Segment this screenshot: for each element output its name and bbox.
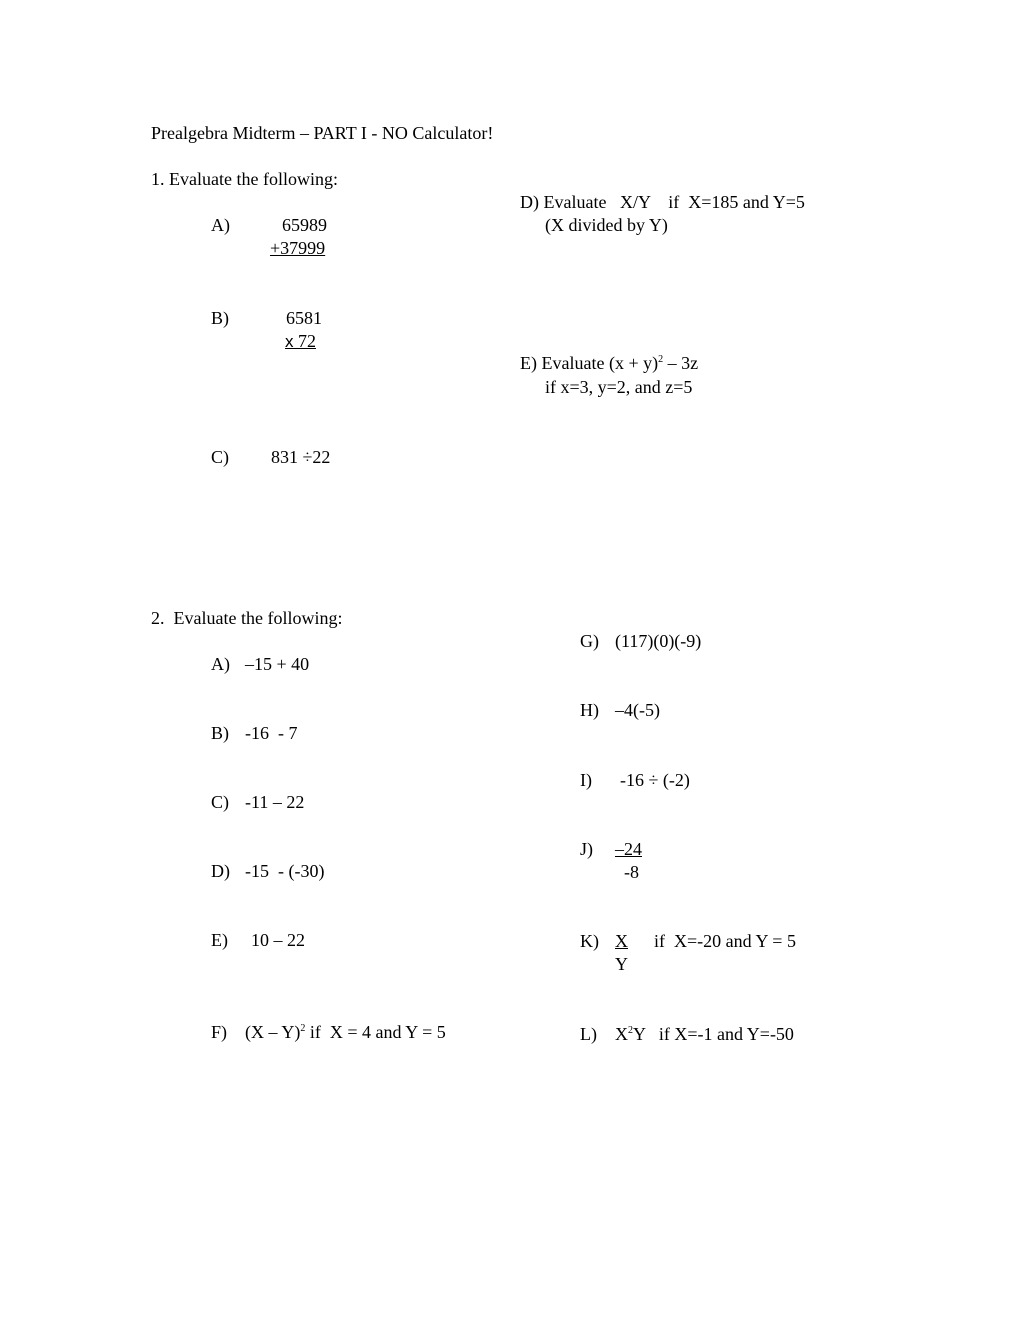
problem-2e-expression: 10 – 22: [251, 930, 305, 950]
problem-2l-exponent: 2: [628, 1025, 633, 1036]
problem-2l-rest: Y if X=-1 and Y=-50: [633, 1024, 794, 1044]
problem-2b-label: B): [211, 723, 229, 743]
problem-1d-line2: (X divided by Y): [545, 215, 668, 235]
problem-2k-label: K): [580, 931, 599, 951]
problem-2l-base: X: [615, 1024, 628, 1044]
problem-1a-top-number: 65989: [282, 215, 327, 235]
problem-2a-label: A): [211, 654, 230, 674]
problem-2i-expression: -16 ÷ (-2): [620, 770, 690, 790]
problem-2a-expression: –15 + 40: [245, 654, 310, 674]
problem-1b-top-number: 6581: [286, 308, 322, 328]
problem-1e-exponent: 2: [658, 354, 664, 365]
problem-2g-label: G): [580, 631, 599, 651]
problem-1b-bottom-row: [285, 332, 316, 350]
problem-2b-expression: -16 - 7: [245, 723, 298, 743]
problem-2f-expression: [245, 1023, 446, 1041]
problem-2f-exponent: 2: [300, 1023, 306, 1034]
problem-1c-label: C): [211, 447, 229, 467]
problem-2d-expression: -15 - (-30): [245, 861, 325, 881]
problem-1b-bottom-number: 72: [298, 331, 316, 351]
problem-2j-denominator: -8: [624, 862, 639, 882]
problem-1b-label: B): [211, 308, 229, 328]
problem-2k-numerator: X: [615, 931, 628, 951]
problem-2h-expression: –4(-5): [615, 700, 660, 720]
problem-1e-rest: – 3z: [663, 353, 699, 373]
problem-2l-label: L): [580, 1024, 597, 1044]
problem-2j-label: J): [580, 839, 593, 859]
problem-2i-label: I): [580, 770, 592, 790]
problem-1b-operator: x: [285, 332, 294, 351]
section-2-heading: 2. Evaluate the following:: [151, 608, 343, 628]
problem-2f-label: F): [211, 1022, 228, 1042]
problem-1d-line1: D) Evaluate X/Y if X=185 and Y=5: [520, 192, 805, 212]
page-title: Prealgebra Midterm – PART I - NO Calculator!: [151, 123, 494, 143]
problem-2e-label: E): [211, 930, 228, 950]
problem-2l-expression: [615, 1025, 794, 1043]
problem-2h-label: H): [580, 700, 599, 720]
problem-2f-rest: if X = 4 and Y = 5: [305, 1022, 446, 1042]
problem-1a-bottom-number: +37999: [270, 238, 326, 258]
problem-2j-numerator: –24: [615, 839, 642, 859]
problem-1e-line1: [520, 354, 698, 372]
section-1-heading: 1. Evaluate the following:: [151, 169, 338, 189]
problem-1e-line2: if x=3, y=2, and z=5: [545, 377, 693, 397]
problem-2k-condition: if X=-20 and Y = 5: [654, 931, 796, 951]
problem-2d-label: D): [211, 861, 230, 881]
problem-1c-expression: 831 ÷22: [271, 447, 331, 467]
problem-1e-base: E) Evaluate (x + y): [520, 353, 659, 373]
problem-2g-expression: (117)(0)(-9): [615, 631, 702, 651]
problem-2c-expression: -11 – 22: [245, 792, 305, 812]
problem-2k-denominator: Y: [615, 954, 628, 974]
problem-2c-label: C): [211, 792, 229, 812]
problem-2f-base: (X – Y): [245, 1022, 301, 1042]
problem-1a-label: A): [211, 215, 230, 235]
